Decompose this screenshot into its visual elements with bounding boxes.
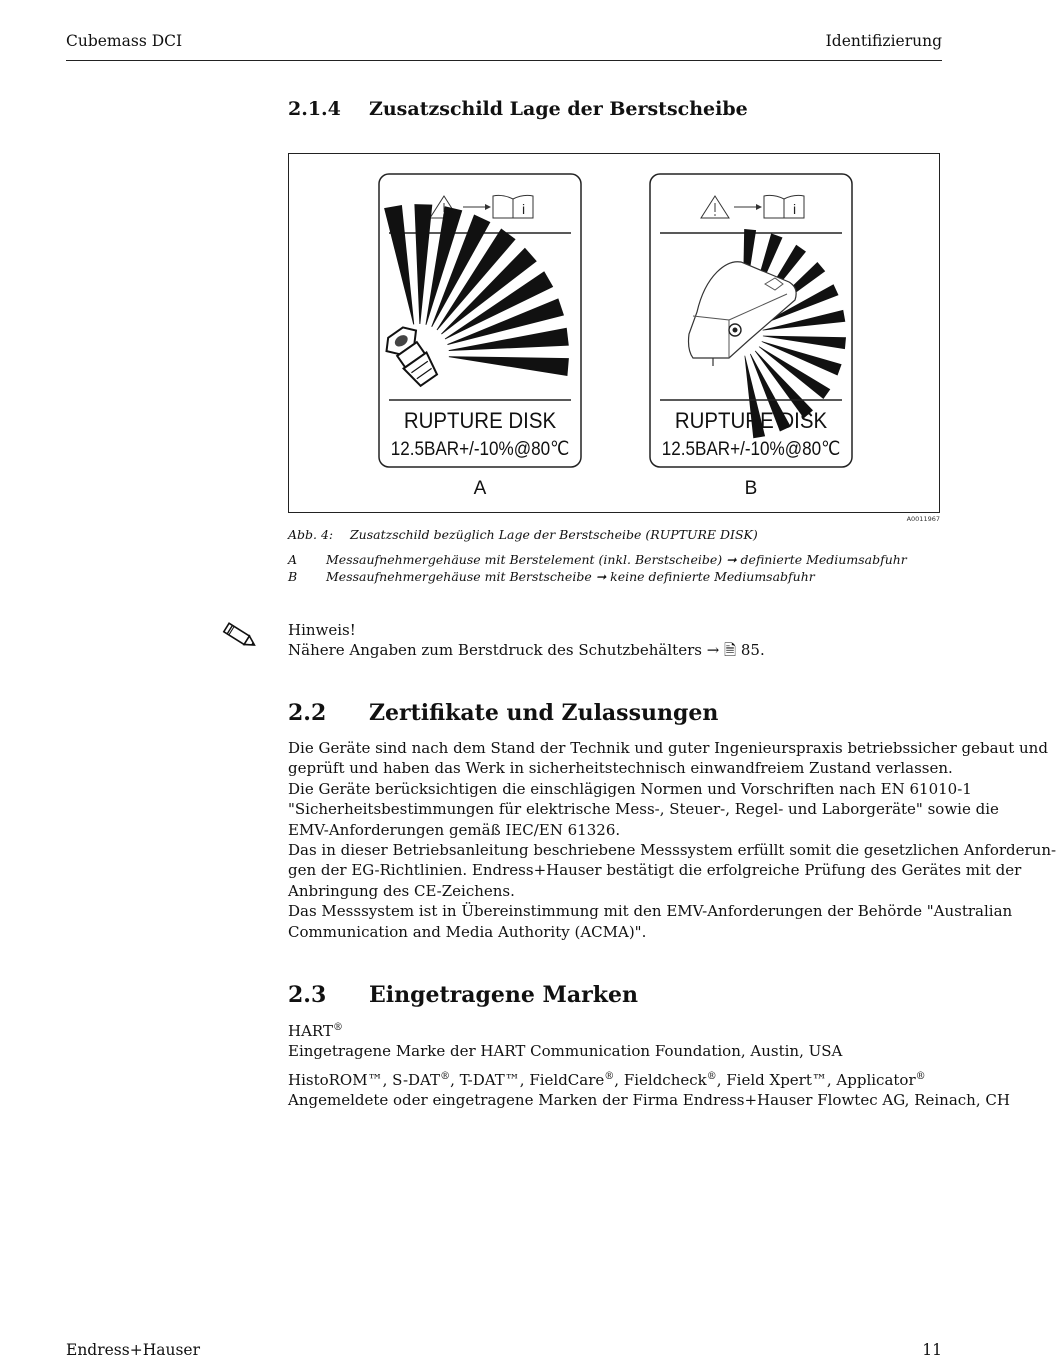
caption-key: Abb. 4: <box>288 527 334 542</box>
note-block <box>288 620 948 661</box>
plate-b-title: RUPTURE DISK <box>674 408 828 434</box>
figure-rupture-disk-labels <box>288 153 940 513</box>
section-number: 2.3 <box>288 982 327 1008</box>
text-line: "Sicherheitsbestimmungen für elektrische Mess-, Steuer-, Regel- und Laborgeräte" sowie die <box>288 800 999 819</box>
header-rule <box>66 60 942 61</box>
legend-key: B <box>288 569 298 584</box>
registered-mark: ® <box>440 1071 451 1082</box>
note-text: Nähere Angaben zum Berstdruck des Schutzbehälters → 🗎 85. <box>288 641 765 660</box>
footer-company: Endress+Hauser <box>66 1341 200 1359</box>
trademark-text: HistoROM™, S-DAT <box>288 1071 441 1089</box>
text-line: gen der EG-Richtlinien. Endress+Hauser bestätigt die erfolgreiche Prüfung des Gerätes mit der <box>288 861 1022 880</box>
section-title: Eingetragene Marken <box>369 982 638 1008</box>
section-2-2-heading <box>288 700 718 726</box>
figure-drawing <box>289 154 941 514</box>
registered-mark: ® <box>915 1071 926 1082</box>
hart-name: HART <box>288 1022 333 1040</box>
hart-description: Eingetragene Marke der HART Communication Foundation, Austin, USA <box>288 1042 843 1061</box>
section-2-3-heading <box>288 982 638 1008</box>
trademark-text: , T-DAT™, FieldCare <box>450 1071 605 1089</box>
plate-a-spec: 12.5BAR+/-10%@80℃ <box>390 438 570 460</box>
trademark-text: , Field Xpert™, Applicator <box>716 1071 916 1089</box>
trademark-text: , Fieldcheck <box>614 1071 707 1089</box>
eh-trademarks <box>288 1070 1010 1111</box>
plate-a <box>379 174 581 467</box>
page-number: 11 <box>922 1341 942 1359</box>
section-2-1-4-heading <box>288 98 748 120</box>
figure-caption <box>288 527 758 542</box>
legend-key: A <box>288 552 298 567</box>
figure-label-a: A <box>473 478 487 499</box>
text-line: Communication and Media Authority (ACMA)". <box>288 922 647 941</box>
caption-text: Zusatzschild bezüglich Lage der Berstscheibe (RUPTURE DISK) <box>350 527 758 542</box>
legend-item-b <box>288 569 815 584</box>
info-letter-a: i <box>522 201 526 217</box>
legend-text: Messaufnehmergehäuse mit Berstelement (inkl. Berstscheibe) ➞ definierte Mediumsabfuhr <box>326 552 907 567</box>
trademark-list <box>288 1070 948 1090</box>
text-line: Die Geräte sind nach dem Stand der Technik und guter Ingenieurspraxis betriebssicher gebaut und <box>288 739 1048 757</box>
plate-a-title: RUPTURE DISK <box>403 408 557 434</box>
certificates-paragraph <box>288 738 1056 942</box>
header-chapter: Identifizierung <box>825 32 942 50</box>
legend-item-a <box>288 552 907 567</box>
legend-text: Messaufnehmergehäuse mit Berstscheibe ➞ keine definierte Mediumsabfuhr <box>326 569 815 584</box>
figure-id: A0011967 <box>906 515 940 523</box>
info-letter-b: i <box>793 201 797 217</box>
text-line: Die Geräte berücksichtigen die einschlägigen Normen und Vorschriften nach EN 61010-1 <box>288 779 972 798</box>
section-number: 2.2 <box>288 700 327 726</box>
registered-mark: ® <box>706 1071 717 1082</box>
note-title: Hinweis! <box>288 621 356 639</box>
hart-trademark <box>288 1021 948 1062</box>
section-title: Zertifikate und Zulassungen <box>369 700 719 726</box>
header-product: Cubemass DCI <box>66 32 183 50</box>
registered-mark: ® <box>332 1022 343 1033</box>
trademarks-description: Angemeldete oder eingetragene Marken der Firma Endress+Hauser Flowtec AG, Reinach, CH <box>288 1091 1010 1110</box>
plate-b <box>650 174 852 467</box>
registered-mark: ® <box>604 1071 615 1082</box>
text-line: Das in dieser Betriebsanleitung beschriebene Messsystem erfüllt somit die gesetzlichen Anforderun- <box>288 841 1056 860</box>
text-line: Das Messsystem ist in Übereinstimmung mit den EMV-Anforderungen der Behörde "Australian <box>288 902 1013 921</box>
section-title: Zusatzschild Lage der Berstscheibe <box>369 98 748 120</box>
figure-label-b: B <box>744 478 758 499</box>
text-line: EMV-Anforderungen gemäß IEC/EN 61326. <box>288 820 621 839</box>
text-line: geprüft und haben das Werk in sicherheitstechnisch einwandfreiem Zustand verlassen. <box>288 759 953 778</box>
section-number: 2.1.4 <box>288 98 341 120</box>
pencil-note-icon <box>220 620 260 652</box>
plate-b-spec: 12.5BAR+/-10%@80℃ <box>661 438 841 460</box>
text-line: Anbringung des CE-Zeichens. <box>288 881 515 900</box>
